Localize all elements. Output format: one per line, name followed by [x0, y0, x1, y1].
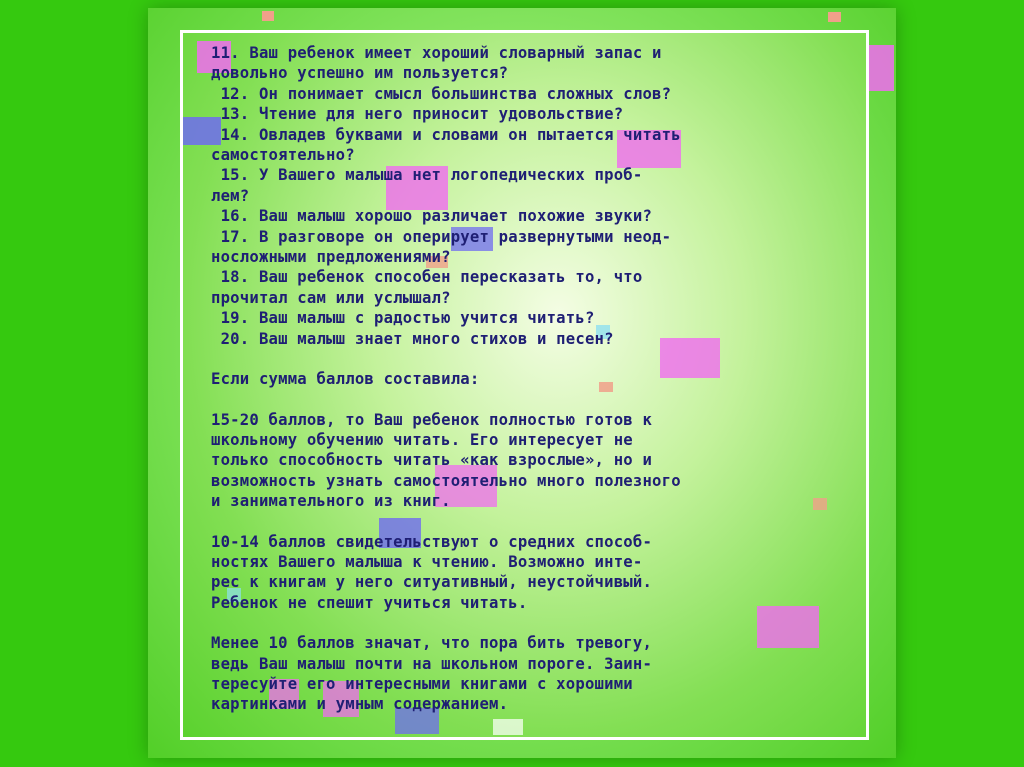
text-panel	[180, 30, 869, 740]
question-line: прочитал сам или услышал?	[211, 288, 451, 307]
question-line: 15. У Вашего малыша нет логопедических проб-	[211, 166, 643, 185]
decor-square	[262, 11, 274, 21]
result-line: Ребенок не спешит учиться читать.	[211, 593, 528, 612]
question-line: 11. Ваш ребенок имеет хороший словарный запас и	[211, 44, 662, 62]
question-line: самостоятельно?	[211, 146, 355, 165]
result-line: картинками и умным содержанием.	[211, 695, 509, 714]
result-line: и занимательного из книг.	[211, 492, 451, 511]
result-line: тересуйте его интересными книгами с хорошими	[211, 674, 633, 693]
question-line: 20. Ваш малыш знает много стихов и песен?	[211, 329, 614, 348]
decor-square	[493, 719, 523, 735]
question-line: лем?	[211, 186, 250, 205]
question-line: довольно успешно им пользуется?	[211, 64, 509, 83]
question-line: 12. Он понимает смысл большинства сложных слов?	[211, 84, 672, 103]
result-line: 15-20 баллов, то Ваш ребенок полностью готов к	[211, 410, 653, 429]
question-line: 16. Ваш малыш хорошо различает похожие звуки?	[211, 207, 653, 226]
question-line: 13. Чтение для него приносит удовольствие?	[211, 105, 624, 124]
questionnaire-text	[211, 43, 846, 715]
result-line: рес к книгам у него ситуативный, неустойчивый.	[211, 573, 653, 592]
decor-square	[828, 12, 841, 22]
result-line: 10-14 баллов свидетельствуют о средних способ-	[211, 532, 653, 551]
result-under-10	[211, 633, 846, 715]
result-line: только способность читать «как взрослые», но и	[211, 451, 653, 470]
question-line: 18. Ваш ребенок способен пересказать то, что	[211, 268, 643, 287]
question-line: 17. В разговоре он оперирует развернутыми неод-	[211, 227, 672, 246]
question-line: 19. Ваш малыш с радостью учится читать?	[211, 309, 595, 328]
result-10-14	[211, 532, 846, 614]
result-15-20	[211, 410, 846, 512]
questions-list	[211, 43, 846, 349]
question-line: 14. Овладев буквами и словами он пытается читать	[211, 125, 681, 144]
result-line: школьному обучению читать. Его интересует не	[211, 430, 633, 449]
result-line: возможность узнать самостоятельно много полезного	[211, 471, 681, 490]
result-line: Менее 10 баллов значат, что пора бить тревогу,	[211, 634, 653, 653]
result-line: ведь Ваш малыш почти на школьном пороге. Заин-	[211, 654, 653, 673]
score-heading: Если сумма баллов составила:	[211, 370, 480, 389]
result-line: ностях Вашего малыша к чтению. Возможно инте-	[211, 552, 643, 571]
question-line: носложными предложениями?	[211, 248, 451, 267]
